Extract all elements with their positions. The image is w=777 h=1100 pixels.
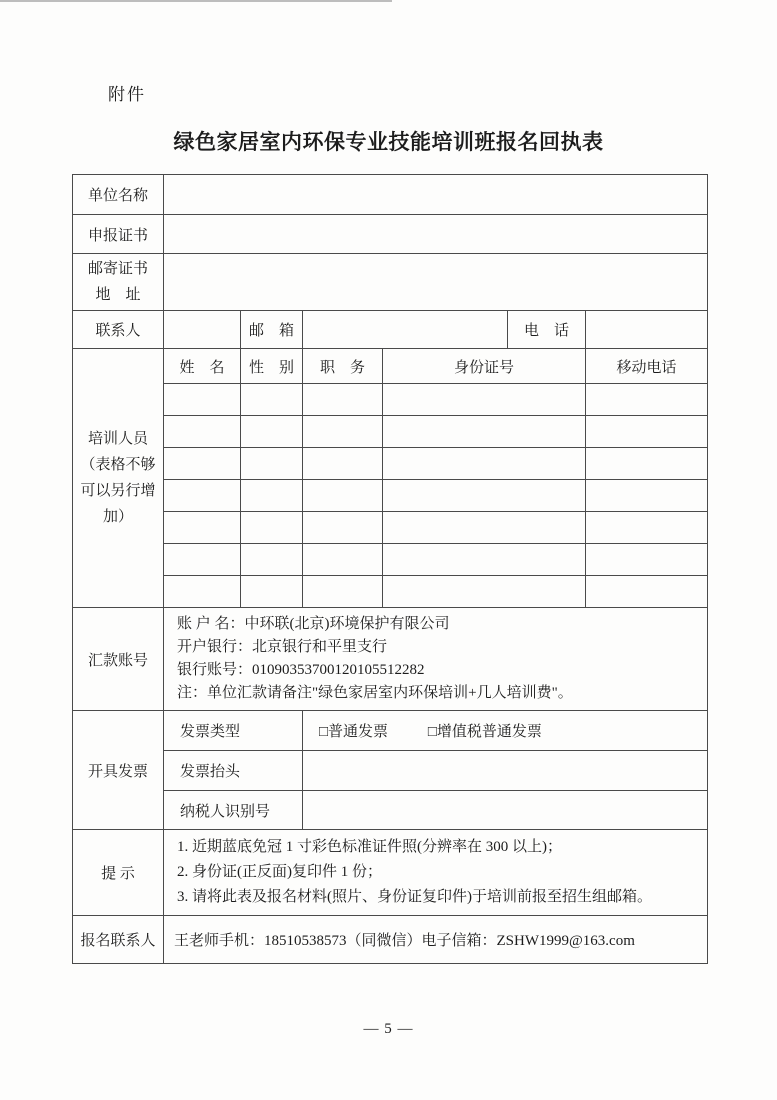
trainees-label-line: 加） <box>102 509 133 525</box>
registration-contact-value: 王老师手机：18510538573（同微信）电子信箱：ZSHW1999@163.com <box>164 916 708 964</box>
tips-line-1: 1. 近期蓝底免冠 1 寸彩色标准证件照(分辨率在 300 以上)； <box>177 839 562 855</box>
invoice-title-row <box>73 751 708 791</box>
trainee-empty-cell <box>383 480 586 512</box>
trainee-empty-cell <box>303 512 383 544</box>
trainee-empty-cell <box>383 448 586 480</box>
phone-value-cell <box>586 311 708 349</box>
trainee-empty-cell <box>383 576 586 608</box>
trainee-empty-cell <box>586 544 708 576</box>
page-title: 绿色家居室内环保专业技能培训班报名回执表 <box>173 130 604 154</box>
tips-line-3: 3. 请将此表及报名材料(照片、身份证复印件)于培训前报至招生组邮箱。 <box>177 889 652 905</box>
remittance-account-number: 银行账号：01090353700120105512282 <box>177 662 425 678</box>
trainees-label-line: 可以另行增 <box>80 483 156 499</box>
trainee-empty-cell <box>241 576 303 608</box>
trainee-empty-cell <box>586 480 708 512</box>
invoice-option-ordinary: □普通发票 <box>319 724 389 740</box>
trainee-empty-cell <box>303 544 383 576</box>
unit-name-value-cell <box>164 175 708 215</box>
invoice-option-vat: □增值税普通发票 <box>427 724 542 740</box>
trainee-empty-cell <box>383 544 586 576</box>
trainee-empty-row <box>73 448 708 480</box>
trainee-empty-cell <box>164 384 241 416</box>
trainee-col-name: 姓 名 <box>164 349 241 384</box>
trainee-empty-cell <box>586 448 708 480</box>
trainee-empty-row <box>73 512 708 544</box>
attachment-label: 附件 <box>108 85 146 104</box>
trainee-empty-cell <box>164 448 241 480</box>
trainee-empty-cell <box>586 512 708 544</box>
mailing-address-label-line2: 地 址 <box>95 287 141 303</box>
trainee-empty-cell <box>241 544 303 576</box>
trainee-empty-cell <box>383 416 586 448</box>
trainee-empty-cell <box>241 448 303 480</box>
invoice-type-row <box>73 711 708 751</box>
trainee-empty-row <box>73 576 708 608</box>
trainee-empty-row <box>73 544 708 576</box>
trainee-empty-cell <box>164 512 241 544</box>
remittance-details <box>164 608 708 711</box>
remittance-row <box>73 608 708 711</box>
invoice-tax-id-label: 纳税人识别号 <box>164 791 303 830</box>
trainee-empty-row <box>73 416 708 448</box>
tips-line-2: 2. 身份证(正反面)复印件 1 份； <box>177 864 382 880</box>
registration-contact-row <box>73 916 708 964</box>
trainee-empty-cell <box>164 576 241 608</box>
trainee-empty-row <box>73 384 708 416</box>
mailing-address-label-line1: 邮寄证书 <box>87 261 148 277</box>
invoice-type-options <box>303 711 708 751</box>
invoice-tax-id-row <box>73 791 708 830</box>
email-value-cell <box>303 311 508 349</box>
invoice-title-value-cell <box>303 751 708 791</box>
remittance-label: 汇款账号 <box>73 608 164 711</box>
trainee-empty-cell <box>241 416 303 448</box>
page-number: — 5 — <box>363 1021 414 1037</box>
trainee-empty-cell <box>303 416 383 448</box>
contact-row <box>73 311 708 349</box>
tips-content <box>164 830 708 916</box>
trainee-empty-cell <box>303 384 383 416</box>
tips-label: 提 示 <box>73 830 164 916</box>
trainee-col-gender: 性 别 <box>241 349 303 384</box>
invoice-title-label: 发票抬头 <box>164 751 303 791</box>
trainee-empty-cell <box>164 544 241 576</box>
trainee-empty-cell <box>586 416 708 448</box>
contact-label: 联系人 <box>73 311 164 349</box>
mailing-address-value-cell <box>164 254 708 311</box>
email-label: 邮 箱 <box>241 311 303 349</box>
unit-name-label: 单位名称 <box>73 175 164 215</box>
invoice-type-label: 发票类型 <box>164 711 303 751</box>
contact-value-cell <box>164 311 241 349</box>
trainee-empty-row <box>73 480 708 512</box>
certificate-label: 申报证书 <box>73 215 164 254</box>
trainee-empty-cell <box>241 384 303 416</box>
trainees-label-line: 培训人员 <box>87 431 148 447</box>
unit-name-row <box>73 175 708 215</box>
trainee-col-mobile: 移动电话 <box>586 349 708 384</box>
mailing-address-label <box>73 254 164 311</box>
remittance-bank: 开户银行：北京银行和平里支行 <box>177 639 388 655</box>
registration-form-table <box>72 174 708 964</box>
remittance-note: 注：单位汇款请备注"绿色家居室内环保培训+几人培训费"。 <box>177 685 573 701</box>
trainee-empty-cell <box>164 480 241 512</box>
trainee-empty-cell <box>586 384 708 416</box>
trainee-empty-cell <box>303 448 383 480</box>
scan-artifact-line <box>0 0 392 2</box>
trainee-empty-cell <box>383 384 586 416</box>
trainee-empty-cell <box>164 416 241 448</box>
mailing-address-row <box>73 254 708 311</box>
trainee-empty-cell <box>303 480 383 512</box>
remittance-account-name: 账 户 名：中环联(北京)环境保护有限公司 <box>177 616 450 632</box>
trainee-col-id-number: 身份证号 <box>383 349 586 384</box>
trainee-empty-cell <box>383 512 586 544</box>
trainee-empty-cell <box>241 480 303 512</box>
tips-row <box>73 830 708 916</box>
trainee-empty-cell <box>241 512 303 544</box>
registration-contact-label: 报名联系人 <box>73 916 164 964</box>
certificate-value-cell <box>164 215 708 254</box>
trainee-header-row <box>73 349 708 384</box>
trainees-label-line: （表格不够 <box>80 457 156 473</box>
phone-label: 电 话 <box>508 311 586 349</box>
invoice-label: 开具发票 <box>73 711 164 830</box>
invoice-tax-id-value-cell <box>303 791 708 830</box>
trainee-empty-cell <box>586 576 708 608</box>
trainees-label <box>73 349 164 608</box>
certificate-row <box>73 215 708 254</box>
trainee-col-position: 职 务 <box>303 349 383 384</box>
trainee-empty-cell <box>303 576 383 608</box>
